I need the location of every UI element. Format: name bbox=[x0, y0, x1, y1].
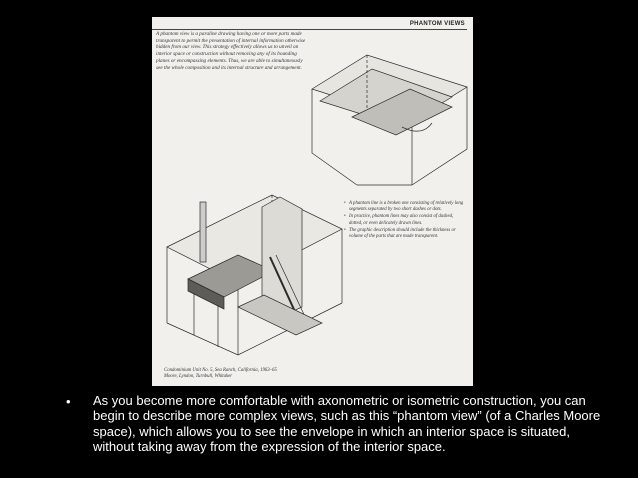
slide-bullet-text: As you become more comfortable with axonometric or isometric construction, you can begin to describe more complex views, such as this “phantom view” (of a Charles Moore space), which allows you to see the envelope in which an interior space is situated, without taking away from the expression of the interior space. bbox=[93, 393, 601, 455]
page-header: PHANTOM VIEWS bbox=[409, 21, 465, 27]
small-box-drawing bbox=[312, 55, 467, 185]
bullet-marker: • bbox=[66, 394, 71, 409]
note-item: • A phantom line is a broken one consisting of relatively long segments separated by two short dashes or dots. bbox=[344, 201, 466, 213]
intro-paragraph: A phantom view is a paraline drawing having one or more parts made transparent to permit the presentation of internal information otherwise hidden from our view. This strategy effectively allows us to unveil an interior space or construction without removing any of its bounding planes or encompassing elements. Thus, we are able to simultaneously see the whole composition and its internal structure and arrangement. bbox=[156, 31, 306, 71]
note-item: • In practice, phantom lines may also consist of dashed, dotted, or even delicately drawn lines. bbox=[344, 214, 466, 226]
caption-line-1: Condominium Unit No. 5, Sea Ranch, California, 1963–65 bbox=[164, 368, 277, 373]
caption-line-2: Moore, Lyndon, Turnbull, Whitaker bbox=[164, 374, 233, 380]
book-page-image bbox=[152, 17, 473, 386]
side-notes bbox=[344, 201, 466, 241]
figure-caption bbox=[164, 368, 364, 380]
note-item: • The graphic description should include the thickness or volume of the parts that are made transparent. bbox=[344, 228, 466, 240]
house-drawing bbox=[167, 195, 342, 355]
